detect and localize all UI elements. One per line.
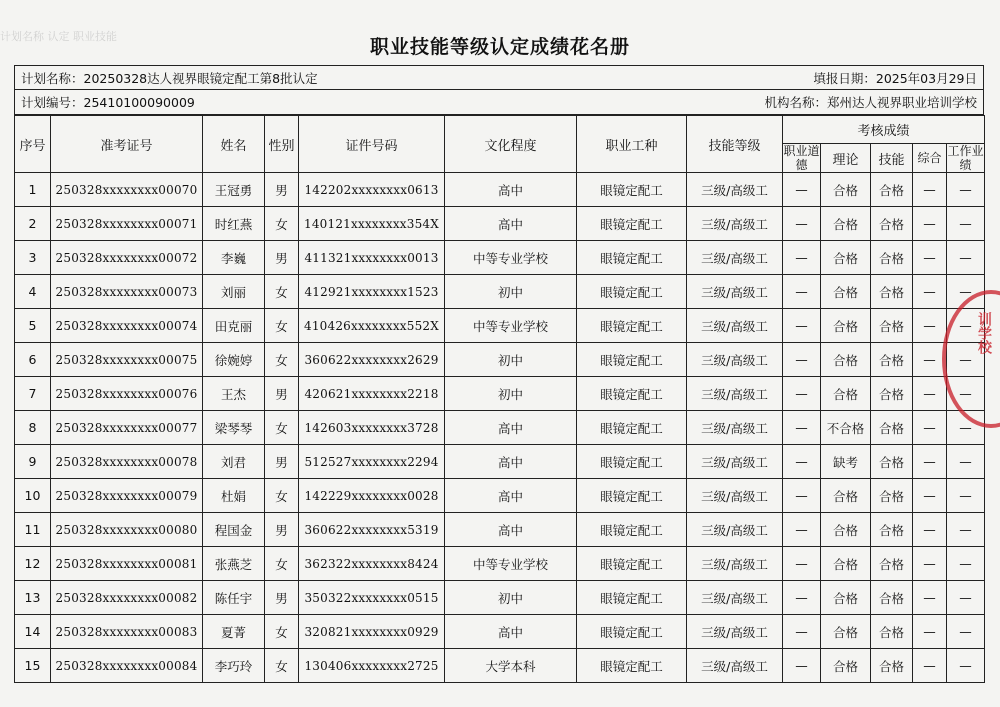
cell-education: 高中	[445, 411, 577, 445]
cell-work-perf: —	[947, 479, 985, 513]
cell-comprehensive: —	[913, 343, 947, 377]
cell-skill: 合格	[871, 275, 913, 309]
header-exam-id: 准考证号	[51, 116, 203, 173]
table-row	[15, 377, 985, 411]
cell-education: 高中	[445, 513, 577, 547]
cell-name: 梁琴琴	[203, 411, 265, 445]
cell-exam-id: 250328xxxxxxxx00078	[51, 445, 203, 479]
cell-skill: 合格	[871, 241, 913, 275]
cell-exam-id: 250328xxxxxxxx00071	[51, 207, 203, 241]
cell-work-perf: —	[947, 547, 985, 581]
cell-skill-level: 三级/高级工	[687, 275, 783, 309]
cell-gender: 女	[265, 547, 299, 581]
cell-id-no: 420621xxxxxxxx2218	[299, 377, 445, 411]
table-row	[15, 547, 985, 581]
cell-name: 程国金	[203, 513, 265, 547]
cell-work-perf: —	[947, 411, 985, 445]
cell-skill-level: 三级/高级工	[687, 173, 783, 207]
cell-work-perf: —	[947, 649, 985, 683]
cell-exam-id: 250328xxxxxxxx00076	[51, 377, 203, 411]
cell-occupation: 眼镜定配工	[577, 615, 687, 649]
cell-seq: 14	[15, 615, 51, 649]
cell-theory: 不合格	[821, 411, 871, 445]
cell-id-no: 360622xxxxxxxx2629	[299, 343, 445, 377]
cell-ethics: —	[783, 309, 821, 343]
table-row	[15, 411, 985, 445]
cell-ethics: —	[783, 513, 821, 547]
cell-education: 中等专业学校	[445, 309, 577, 343]
header-gender: 性别	[265, 116, 299, 173]
cell-theory: 合格	[821, 173, 871, 207]
table-row	[15, 241, 985, 275]
cell-theory: 合格	[821, 581, 871, 615]
cell-id-no: 512527xxxxxxxx2294	[299, 445, 445, 479]
cell-id-no: 362322xxxxxxxx8424	[299, 547, 445, 581]
document-title: 职业技能等级认定成绩花名册	[369, 36, 630, 58]
cell-theory: 合格	[821, 377, 871, 411]
plan-name-label: 计划名称：	[21, 70, 84, 86]
cell-name: 王冠勇	[203, 173, 265, 207]
cell-ethics: —	[783, 241, 821, 275]
plan-info-row	[14, 65, 984, 90]
cell-comprehensive: —	[913, 377, 947, 411]
cell-education: 大学本科	[445, 649, 577, 683]
cell-ethics: —	[783, 615, 821, 649]
table-row	[15, 309, 985, 343]
score-roster-table	[14, 115, 985, 683]
cell-comprehensive: —	[913, 581, 947, 615]
cell-exam-id: 250328xxxxxxxx00080	[51, 513, 203, 547]
plan-name-value: 20250328达人视界眼镜定配工第8批认定	[83, 70, 318, 86]
cell-comprehensive: —	[913, 241, 947, 275]
fill-date-label: 填报日期：	[813, 70, 876, 86]
table-row	[15, 479, 985, 513]
cell-work-perf: —	[947, 207, 985, 241]
table-row	[15, 513, 985, 547]
seal-text: 训学校	[976, 312, 992, 354]
cell-exam-id: 250328xxxxxxxx00079	[51, 479, 203, 513]
cell-ethics: —	[783, 173, 821, 207]
cell-occupation: 眼镜定配工	[577, 581, 687, 615]
cell-gender: 男	[265, 445, 299, 479]
cell-name: 杜娟	[203, 479, 265, 513]
cell-seq: 12	[15, 547, 51, 581]
cell-gender: 女	[265, 479, 299, 513]
cell-skill-level: 三级/高级工	[687, 547, 783, 581]
cell-comprehensive: —	[913, 649, 947, 683]
cell-skill: 合格	[871, 445, 913, 479]
cell-name: 徐婉婷	[203, 343, 265, 377]
fill-date-field	[813, 69, 977, 87]
cell-exam-id: 250328xxxxxxxx00084	[51, 649, 203, 683]
cell-name: 刘丽	[203, 275, 265, 309]
cell-seq: 3	[15, 241, 51, 275]
header-comprehensive: 综合	[913, 144, 947, 173]
cell-gender: 男	[265, 581, 299, 615]
cell-gender: 男	[265, 173, 299, 207]
cell-seq: 2	[15, 207, 51, 241]
plan-name-field	[21, 69, 318, 87]
cell-name: 李巧玲	[203, 649, 265, 683]
cell-seq: 5	[15, 309, 51, 343]
cell-theory: 缺考	[821, 445, 871, 479]
cell-comprehensive: —	[913, 275, 947, 309]
fill-date-value: 2025年03月29日	[875, 70, 977, 86]
cell-work-perf: —	[947, 173, 985, 207]
header-name: 姓名	[203, 116, 265, 173]
cell-gender: 女	[265, 207, 299, 241]
table-row	[15, 615, 985, 649]
cell-education: 高中	[445, 479, 577, 513]
cell-exam-id: 250328xxxxxxxx00077	[51, 411, 203, 445]
cell-skill-level: 三级/高级工	[687, 445, 783, 479]
cell-occupation: 眼镜定配工	[577, 173, 687, 207]
cell-exam-id: 250328xxxxxxxx00083	[51, 615, 203, 649]
cell-exam-id: 250328xxxxxxxx00074	[51, 309, 203, 343]
cell-ethics: —	[783, 275, 821, 309]
cell-theory: 合格	[821, 309, 871, 343]
cell-education: 高中	[445, 445, 577, 479]
cell-skill-level: 三级/高级工	[687, 309, 783, 343]
cell-work-perf: —	[947, 581, 985, 615]
table-row	[15, 649, 985, 683]
cell-education: 中等专业学校	[445, 241, 577, 275]
cell-education: 初中	[445, 275, 577, 309]
cell-name: 李巍	[203, 241, 265, 275]
cell-occupation: 眼镜定配工	[577, 649, 687, 683]
header-skill: 技能	[871, 144, 913, 173]
cell-gender: 女	[265, 649, 299, 683]
cell-exam-id: 250328xxxxxxxx00082	[51, 581, 203, 615]
cell-comprehensive: —	[913, 547, 947, 581]
cell-ethics: —	[783, 649, 821, 683]
header-seq: 序号	[15, 116, 51, 173]
cell-ethics: —	[783, 479, 821, 513]
cell-id-no: 350322xxxxxxxx0515	[299, 581, 445, 615]
cell-id-no: 360622xxxxxxxx5319	[299, 513, 445, 547]
cell-skill-level: 三级/高级工	[687, 513, 783, 547]
cell-skill: 合格	[871, 309, 913, 343]
cell-id-no: 142202xxxxxxxx0613	[299, 173, 445, 207]
cell-exam-id: 250328xxxxxxxx00072	[51, 241, 203, 275]
cell-work-perf: —	[947, 275, 985, 309]
cell-exam-id: 250328xxxxxxxx00081	[51, 547, 203, 581]
cell-theory: 合格	[821, 343, 871, 377]
cell-id-no: 412921xxxxxxxx1523	[299, 275, 445, 309]
cell-name: 张燕芝	[203, 547, 265, 581]
cell-skill-level: 三级/高级工	[687, 377, 783, 411]
cell-work-perf: —	[947, 445, 985, 479]
cell-skill: 合格	[871, 649, 913, 683]
plan-no-row	[14, 90, 984, 115]
cell-seq: 15	[15, 649, 51, 683]
cell-seq: 4	[15, 275, 51, 309]
cell-gender: 男	[265, 513, 299, 547]
header-assessment: 考核成绩	[783, 116, 985, 144]
cell-gender: 男	[265, 377, 299, 411]
cell-education: 初中	[445, 581, 577, 615]
cell-skill-level: 三级/高级工	[687, 649, 783, 683]
cell-ethics: —	[783, 207, 821, 241]
cell-work-perf: —	[947, 309, 985, 343]
cell-skill: 合格	[871, 207, 913, 241]
cell-skill: 合格	[871, 513, 913, 547]
cell-education: 中等专业学校	[445, 547, 577, 581]
plan-no-label: 计划编号：	[21, 95, 84, 110]
header-education: 文化程度	[445, 116, 577, 173]
cell-skill-level: 三级/高级工	[687, 343, 783, 377]
cell-occupation: 眼镜定配工	[577, 377, 687, 411]
cell-ethics: —	[783, 411, 821, 445]
cell-ethics: —	[783, 581, 821, 615]
cell-skill-level: 三级/高级工	[687, 411, 783, 445]
cell-skill: 合格	[871, 547, 913, 581]
cell-gender: 女	[265, 275, 299, 309]
cell-exam-id: 250328xxxxxxxx00073	[51, 275, 203, 309]
cell-occupation: 眼镜定配工	[577, 275, 687, 309]
cell-gender: 女	[265, 615, 299, 649]
cell-name: 田克丽	[203, 309, 265, 343]
cell-theory: 合格	[821, 275, 871, 309]
table-row	[15, 343, 985, 377]
cell-occupation: 眼镜定配工	[577, 207, 687, 241]
cell-comprehensive: —	[913, 615, 947, 649]
header-occupation: 职业工种	[577, 116, 687, 173]
cell-exam-id: 250328xxxxxxxx00075	[51, 343, 203, 377]
header-id-no: 证件号码	[299, 116, 445, 173]
table-row	[15, 173, 985, 207]
cell-skill-level: 三级/高级工	[687, 241, 783, 275]
header-work-perf: 工作业绩	[947, 144, 984, 172]
org-field	[764, 93, 977, 111]
header-skill-level: 技能等级	[687, 116, 783, 173]
cell-ethics: —	[783, 445, 821, 479]
table-row	[15, 581, 985, 615]
cell-seq: 6	[15, 343, 51, 377]
cell-occupation: 眼镜定配工	[577, 343, 687, 377]
cell-skill: 合格	[871, 173, 913, 207]
table-row	[15, 207, 985, 241]
cell-gender: 女	[265, 411, 299, 445]
cell-comprehensive: —	[913, 411, 947, 445]
cell-work-perf: —	[947, 377, 985, 411]
org-value: 郑州达人视界职业培训学校	[826, 95, 977, 110]
cell-occupation: 眼镜定配工	[577, 513, 687, 547]
cell-name: 夏菁	[203, 615, 265, 649]
cell-gender: 女	[265, 343, 299, 377]
table-row	[15, 445, 985, 479]
cell-theory: 合格	[821, 649, 871, 683]
cell-seq: 11	[15, 513, 51, 547]
cell-comprehensive: —	[913, 445, 947, 479]
cell-comprehensive: —	[913, 207, 947, 241]
cell-seq: 13	[15, 581, 51, 615]
cell-name: 时红燕	[203, 207, 265, 241]
cell-occupation: 眼镜定配工	[577, 309, 687, 343]
cell-comprehensive: —	[913, 513, 947, 547]
cell-comprehensive: —	[913, 309, 947, 343]
cell-name: 王杰	[203, 377, 265, 411]
cell-occupation: 眼镜定配工	[577, 411, 687, 445]
cell-education: 高中	[445, 207, 577, 241]
cell-work-perf: —	[947, 343, 985, 377]
cell-skill: 合格	[871, 479, 913, 513]
org-label: 机构名称：	[764, 95, 827, 110]
cell-work-perf: —	[947, 241, 985, 275]
cell-ethics: —	[783, 343, 821, 377]
plan-no-value: 25410100090009	[83, 95, 195, 110]
cell-theory: 合格	[821, 615, 871, 649]
table-body	[15, 173, 985, 683]
cell-skill: 合格	[871, 377, 913, 411]
cell-seq: 9	[15, 445, 51, 479]
cell-gender: 男	[265, 241, 299, 275]
table-row	[15, 275, 985, 309]
cell-seq: 10	[15, 479, 51, 513]
cell-theory: 合格	[821, 207, 871, 241]
cell-education: 高中	[445, 173, 577, 207]
cell-skill: 合格	[871, 615, 913, 649]
cell-ethics: —	[783, 547, 821, 581]
cell-education: 初中	[445, 343, 577, 377]
cell-theory: 合格	[821, 513, 871, 547]
cell-work-perf: —	[947, 513, 985, 547]
cell-skill: 合格	[871, 581, 913, 615]
cell-gender: 女	[265, 309, 299, 343]
cell-id-no: 142229xxxxxxxx0028	[299, 479, 445, 513]
cell-name: 刘君	[203, 445, 265, 479]
cell-id-no: 140121xxxxxxxx354X	[299, 207, 445, 241]
cell-skill: 合格	[871, 411, 913, 445]
cell-theory: 合格	[821, 547, 871, 581]
cell-education: 初中	[445, 377, 577, 411]
cell-occupation: 眼镜定配工	[577, 547, 687, 581]
cell-seq: 7	[15, 377, 51, 411]
cell-skill: 合格	[871, 343, 913, 377]
cell-id-no: 142603xxxxxxxx3728	[299, 411, 445, 445]
cell-comprehensive: —	[913, 173, 947, 207]
cell-skill-level: 三级/高级工	[687, 207, 783, 241]
cell-name: 陈任宇	[203, 581, 265, 615]
cell-skill-level: 三级/高级工	[687, 479, 783, 513]
plan-no-field	[21, 93, 195, 111]
cell-skill-level: 三级/高级工	[687, 581, 783, 615]
cell-comprehensive: —	[913, 479, 947, 513]
cell-education: 高中	[445, 615, 577, 649]
cell-theory: 合格	[821, 479, 871, 513]
cell-id-no: 320821xxxxxxxx0929	[299, 615, 445, 649]
header-ethics: 职业道德	[783, 144, 820, 172]
cell-id-no: 411321xxxxxxxx0013	[299, 241, 445, 275]
cell-seq: 1	[15, 173, 51, 207]
cell-skill-level: 三级/高级工	[687, 615, 783, 649]
cell-work-perf: —	[947, 615, 985, 649]
cell-occupation: 眼镜定配工	[577, 479, 687, 513]
cell-seq: 8	[15, 411, 51, 445]
cell-occupation: 眼镜定配工	[577, 241, 687, 275]
cell-id-no: 130406xxxxxxxx2725	[299, 649, 445, 683]
bleed-through-text: 计划名称 认定 职业技能	[0, 30, 117, 42]
cell-occupation: 眼镜定配工	[577, 445, 687, 479]
cell-exam-id: 250328xxxxxxxx00070	[51, 173, 203, 207]
cell-id-no: 410426xxxxxxxx552X	[299, 309, 445, 343]
cell-theory: 合格	[821, 241, 871, 275]
cell-ethics: —	[783, 377, 821, 411]
header-theory: 理论	[821, 144, 871, 173]
